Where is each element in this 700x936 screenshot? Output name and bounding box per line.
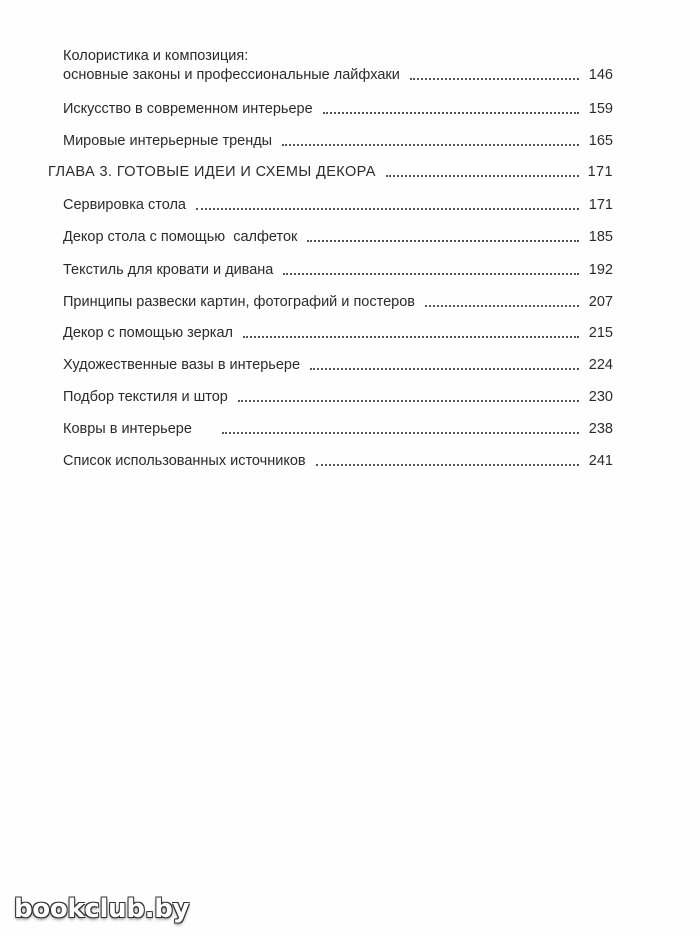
leader-dots [307,239,579,242]
leader-dots [222,431,579,434]
toc-entry-label: основные законы и профессиональные лайфхаки [63,67,400,83]
leader-dots [425,304,579,307]
toc-entry-label: Мировые интерьерные тренды [63,133,273,149]
leader-dots [323,111,579,114]
toc-entry-label: Декор стола с помощью салфеток [63,229,298,245]
leader-dots [316,463,579,466]
toc-chapter-entry [48,163,613,181]
toc-entry [63,388,613,406]
toc-entry-label: Художественные вазы в интерьере [63,357,301,373]
leader-dots [238,399,579,402]
toc-entry [63,420,613,438]
toc-entry-label: Сервировка стола [63,197,186,213]
toc-page-number: 171 [587,164,613,180]
chapter-title: ГЛАВА 3. ГОТОВЫЕ ИДЕИ И СХЕМЫ ДЕКОРА [48,164,376,180]
toc-page-number: 215 [588,325,613,341]
toc-page-number: 146 [588,67,613,83]
toc-entry-label: Декор с помощью зеркал [63,325,233,341]
toc-entry [63,293,613,311]
toc-entry [63,452,613,470]
toc-entry-label: Колористика и композиция: [63,48,249,64]
leader-dots [243,335,579,338]
toc-page-number: 207 [588,294,613,310]
leader-dots [310,367,579,370]
leader-dots [282,143,579,146]
toc-entry [63,228,613,246]
leader-dots [386,174,579,177]
watermark-logo: bookclub.by [14,894,190,924]
leader-dots [283,272,579,275]
toc-entry [63,100,613,118]
toc-page-number: 171 [588,197,613,213]
toc-entry-label: Подбор текстиля и штор [63,389,228,405]
toc-entry-label: Принципы развески картин, фотографий и постеров [63,294,415,310]
toc-page-number: 159 [588,101,613,117]
toc-entry-label: Список использованных источников [63,453,306,469]
toc-page-number: 230 [588,389,613,405]
toc-page-number: 238 [588,421,613,437]
toc-entry [63,196,613,214]
toc-entry [63,261,613,279]
toc-entry-label: Искусство в современном интерьере [63,101,313,117]
toc-page-number: 241 [588,453,613,469]
toc-entry [63,66,613,84]
toc-page-number: 185 [588,229,613,245]
toc-entry [63,324,613,342]
toc-page-number: 224 [588,357,613,373]
leader-dots [410,77,579,80]
toc-entry-label: Ковры в интерьере [63,421,192,437]
toc-page-number: 165 [588,133,613,149]
toc-entry-label: Текстиль для кровати и дивана [63,262,274,278]
leader-dots [196,207,579,210]
toc-entry [63,356,613,374]
toc-page-number: 192 [588,262,613,278]
toc-entry [63,132,613,150]
